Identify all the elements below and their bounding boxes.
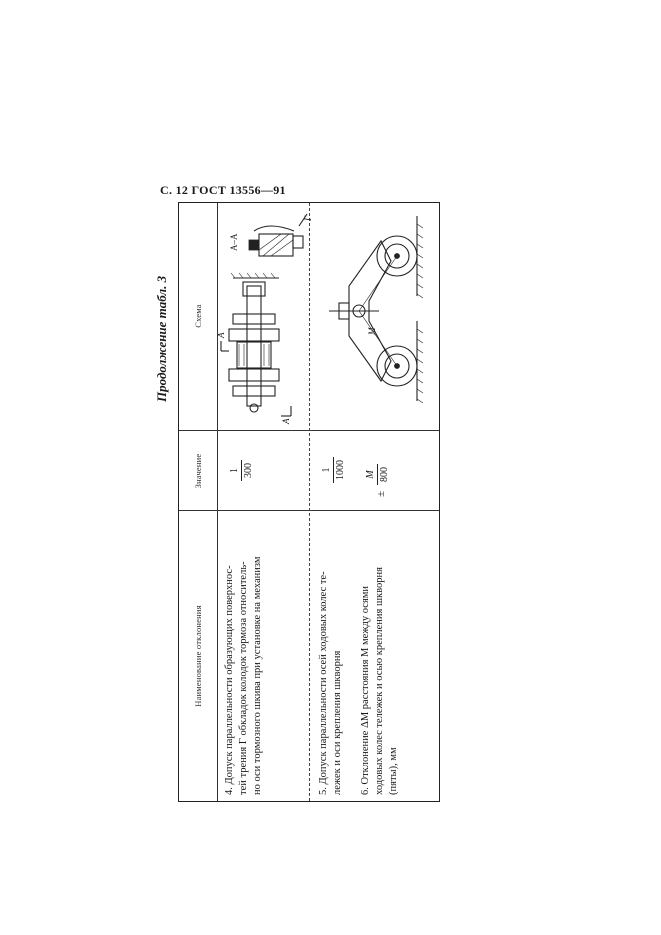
- row4-line-3: но оси тормозного шкива при установке на механизм: [252, 556, 263, 795]
- row6-line-1: 6. Отклонение ΔM расстояния M между осями: [360, 585, 371, 795]
- row4-brake-scheme: [216, 206, 313, 426]
- row6-line-3: (пяты), мм: [388, 747, 399, 795]
- dim-label-m: M: [367, 327, 377, 335]
- bogie-drawing: [329, 216, 423, 403]
- row5-line-1: 5. Допуск параллельности осей ходовых колес те-: [318, 571, 329, 795]
- cut-label-a2: А: [216, 332, 226, 338]
- surface-label: Г: [303, 215, 313, 221]
- header-name: Наименование отклонения: [193, 605, 203, 707]
- row6-line-2: ходовых колес тележек и осью крепления шкворня: [374, 567, 385, 795]
- cut-label-a1: А: [281, 418, 291, 424]
- row5-value-num: 1: [321, 467, 332, 473]
- row4-line-2: тей трения Г обкладок колодок тормоза относитель-: [238, 561, 249, 795]
- page-header: С. 12 ГОСТ 13556—91: [160, 183, 286, 197]
- row4-value: [229, 460, 254, 481]
- row6-value: [365, 464, 390, 485]
- row-separator: [309, 203, 310, 801]
- row4-line-1: 4. Допуск параллельности образующих поверхнос-: [224, 565, 235, 795]
- table-continuation-title: Продолжение табл. 3: [154, 275, 169, 402]
- row5-value: [321, 457, 346, 483]
- header-value: Значение: [193, 453, 203, 489]
- brake-shaft-drawing: [221, 273, 291, 416]
- row5-bogie-scheme: [319, 211, 429, 421]
- row4-value-den: 300: [241, 460, 254, 481]
- row5-line-2: лежек и оси крепления шкворня: [332, 650, 343, 795]
- row6-value-num: M: [365, 470, 376, 479]
- section-label: А–А: [229, 233, 239, 251]
- rotated-table-box: [154, 202, 438, 802]
- row4-value-num: 1: [229, 468, 240, 473]
- deviation-table: [178, 202, 440, 802]
- row5-name: [317, 511, 345, 795]
- row6-value-sign: ±: [375, 490, 387, 497]
- header-separator: [217, 203, 218, 801]
- row6-value-den: 800: [377, 464, 390, 485]
- row4-name: [223, 511, 265, 795]
- row5-value-den: 1000: [333, 457, 346, 483]
- row6-name: [359, 511, 401, 795]
- section-a-a-drawing: [249, 214, 307, 256]
- header-scheme: Схема: [193, 304, 203, 328]
